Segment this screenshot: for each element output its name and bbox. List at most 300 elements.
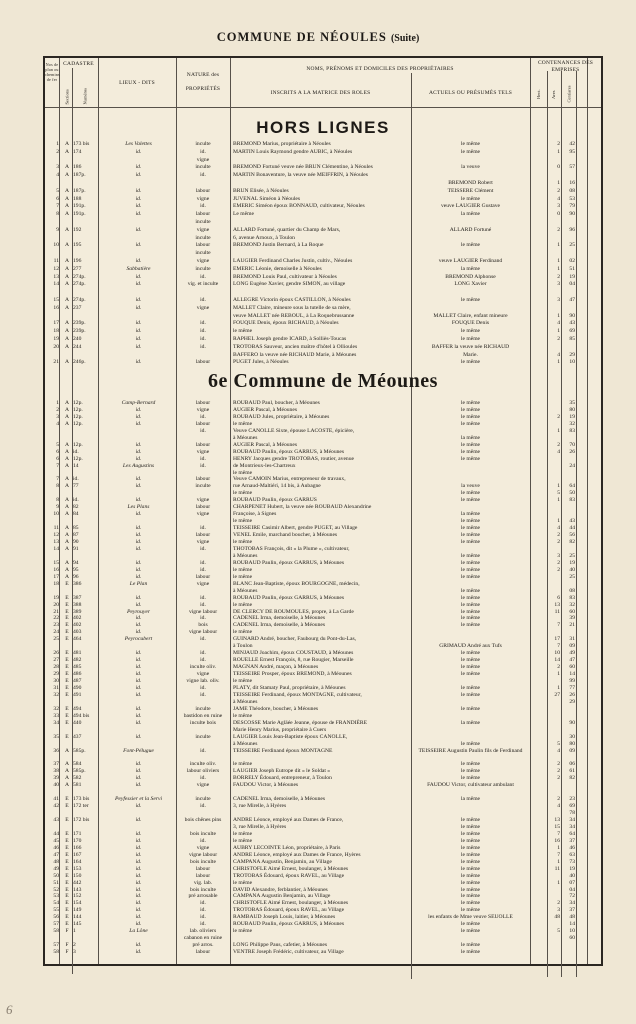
cell-no: 11 (53, 258, 59, 264)
cell-act: le même (460, 837, 481, 844)
cell-ca: 34 (569, 823, 575, 830)
cell-ca: 16 (569, 180, 575, 186)
cell-act: le même (460, 552, 481, 559)
cell-name: rue Arnaud-Maltiéri, 14 bis, à Aubagne (233, 483, 321, 490)
cell-ca: 37 (569, 837, 575, 844)
cell-act: le même (460, 573, 481, 580)
cell-ca: 60 (569, 935, 575, 942)
cell-lieu: id. (135, 532, 142, 539)
cell-lieu: id. (135, 601, 142, 608)
cell-sec: A (64, 258, 70, 264)
cell-no: 58 (53, 949, 59, 956)
cell-lieu: id. (135, 629, 142, 636)
cell-nat: labour (195, 504, 211, 511)
cell-sec: E (65, 671, 69, 678)
cell-no: 3 (56, 413, 59, 420)
cell-act: le même (460, 490, 481, 497)
cell-name: le même (233, 879, 253, 886)
cell-num: 437 (73, 733, 82, 740)
cell-ca: 25 (569, 573, 575, 580)
cell-name: MARTIN Bonaventure, la veuve née MEIFFRIN, à Néoules (233, 172, 368, 179)
cell-ca: 51 (569, 265, 575, 272)
cell-ca: 19 (569, 865, 575, 872)
header-noms: NOMS, PRÉNOMS ET DOMICILES DES PROPRIÉTAIRES (306, 66, 454, 72)
cell-name: ROUELLE Ernest François, 8, rue Rougier, Marseille (233, 657, 354, 664)
cell-nat: id. (200, 914, 206, 921)
cell-ca: 25 (569, 552, 575, 559)
cell-sec: E (65, 608, 69, 615)
cell-a: 4 (557, 320, 560, 327)
cell-name: BREMOND Fortuné veuve née BRUN Clémentine, à Néoules (233, 164, 373, 171)
cell-no: 10 (53, 242, 59, 249)
cell-lieu: id. (135, 817, 142, 823)
cell-ca: 57 (569, 164, 575, 171)
cell-name: CAMPANA Augustin Benjamin, au Village (233, 893, 331, 900)
cell-no: 26 (53, 650, 59, 657)
cell-no: 21 (53, 359, 59, 366)
cell-nat: id. (200, 900, 206, 907)
cell-nat: vigne labour (188, 851, 218, 858)
cell-num: 237 (73, 304, 82, 311)
cell-name: CHRISTOFLE Aimé Ernest, boulanger, à Méounes (233, 900, 349, 907)
cell-lieu: id. (135, 148, 142, 155)
cell-name: ROUBAUD Paulin, époux GARRUS, à Méounes (233, 594, 345, 601)
cell-a: 7 (557, 643, 560, 650)
cell-name: JUVENAL Siméon à Néoules (233, 195, 301, 202)
cell-sec: E (65, 733, 69, 740)
cell-lieu: id. (135, 483, 142, 490)
cell-name: le même (233, 566, 253, 573)
cell-sec: E (65, 921, 69, 928)
cell-num: 187p. (73, 187, 86, 194)
cell-nat: id. (200, 747, 206, 754)
cell-sec: A (64, 187, 70, 194)
commune-title: COMMUNE DE NÉOULES (216, 30, 387, 44)
cell-ca: 19 (569, 273, 575, 280)
cell-lieu: id. (135, 211, 142, 218)
cell-name: Veuve CANOLLE Sixte, épouse LACOSTE, épicière, (233, 427, 355, 434)
cell-a: 15 (554, 823, 560, 830)
cell-num: id. (73, 448, 79, 455)
cell-sec: A (64, 141, 70, 147)
cell-no: 33 (53, 712, 59, 719)
cell-lieu: id. (135, 328, 142, 335)
cell-nat: vigne (196, 782, 210, 789)
cell-num: 145 (73, 921, 82, 928)
cell-ca: 21 (569, 622, 575, 629)
cell-lieu: id. (135, 830, 142, 837)
cell-a: 1 (557, 844, 560, 851)
header-numeros: Numéros (82, 88, 88, 105)
cell-a: 2 (557, 768, 560, 775)
cell-num: 2 (73, 942, 76, 949)
cell-sec: A (64, 782, 70, 789)
cell-no: 9 (56, 226, 59, 233)
cell-name: PUGET Jules, à Néoules (233, 359, 289, 366)
cell-sec: E (65, 907, 69, 914)
cell-a: 2 (557, 664, 560, 671)
cell-num: 274p. (73, 281, 86, 288)
cell-a: 2 (557, 532, 560, 539)
cell-name: Françoise, à Signes (233, 511, 277, 518)
cell-no: 20 (53, 343, 59, 350)
cell-a: 3 (557, 297, 560, 303)
cell-num: 487 (73, 678, 82, 684)
cell-a: 16 (554, 837, 560, 844)
cell-no: 6 (56, 195, 59, 202)
cell-lieu: id. (135, 678, 142, 684)
cell-name: TEISSEIRE Casimir Albert, gendre PUGET, au Village (233, 525, 358, 532)
cell-no: 15 (53, 559, 59, 566)
table-row (45, 148, 601, 156)
cell-no: 15 (53, 297, 59, 303)
cell-ca: 31 (569, 636, 575, 643)
cell-sec: E (65, 601, 69, 608)
cell-nat: id. (200, 545, 206, 552)
cell-ca: 04 (569, 886, 575, 893)
cell-a: 2 (557, 796, 560, 803)
cell-name: le même (233, 837, 253, 844)
cell-nat: inculte (195, 164, 211, 171)
cell-act: le même (460, 823, 481, 830)
cell-sec: A (64, 328, 70, 335)
cell-ca: 72 (569, 893, 575, 900)
cell-lieu: id. (135, 657, 142, 664)
cell-name: TEISSEIRE Prosper, époux BREMOND, à Méounes (233, 671, 352, 678)
table-row (45, 319, 601, 327)
cell-ca: 56 (569, 532, 575, 539)
cell-num: 494 bis (73, 712, 90, 719)
cell-no: 37 (53, 761, 59, 768)
header-inscrits: INSCRITS A LA MATRICE DES ROLES (270, 90, 371, 96)
cell-act: le même (460, 497, 481, 504)
cell-ca: 48 (569, 914, 575, 921)
cell-sec: A (64, 566, 70, 573)
table-row (45, 327, 601, 335)
cell-no: 42 (53, 803, 59, 810)
cell-ca: 24 (569, 462, 575, 469)
cell-num: 274p. (73, 297, 86, 303)
table-row (45, 351, 601, 359)
cell-lieu: id. (135, 336, 142, 342)
cell-num: 1 (73, 928, 76, 935)
cell-nat: id. (200, 427, 206, 434)
cell-lieu: id. (135, 949, 142, 956)
cell-act: FOUQUE Denis (451, 320, 490, 327)
cell-lieu: id. (135, 203, 142, 210)
cell-ca: 08 (569, 187, 575, 194)
cell-nat: inculte (195, 733, 211, 740)
table-row (45, 280, 601, 288)
cell-a: 1 (557, 312, 560, 319)
table-row (45, 249, 601, 257)
cell-lieu: id. (135, 566, 142, 573)
cell-num: 191p. (73, 203, 86, 210)
cell-ca: 40 (569, 566, 575, 573)
cell-no: 1 (56, 141, 59, 147)
cell-nat: bois (198, 622, 208, 629)
cell-lieu: id. (135, 242, 142, 249)
cell-name: le même (233, 678, 253, 684)
cell-ca: 90 (569, 312, 575, 319)
cell-no: 46 (53, 844, 59, 851)
cell-nat: id. (200, 837, 206, 844)
cell-lieu: id. (135, 539, 142, 545)
cell-sec: E (65, 872, 69, 879)
cell-nat: lab. oliviers (189, 928, 217, 935)
cell-num: 164 (73, 858, 82, 865)
cell-lieu: id. (135, 844, 142, 851)
cell-lieu: id. (135, 525, 142, 532)
cell-sec: E (65, 886, 69, 893)
cell-lieu: id. (135, 455, 142, 462)
cell-a: 2 (557, 336, 560, 342)
cell-a: 10 (554, 650, 560, 657)
cell-nat: labour (195, 476, 211, 483)
cell-nat: vigne (196, 448, 210, 455)
cell-no: 18 (53, 328, 59, 335)
cell-name: Marie Henry Marius, propriétaire à Cuers (233, 726, 327, 733)
cell-act: Marie. (463, 351, 478, 358)
cell-ca: 10 (569, 928, 575, 935)
cell-nat: vigne lab. oliv. (186, 678, 220, 684)
cell-name: BORRELY Édouard, entrepreneur, à Toulon (233, 775, 332, 782)
cell-no: 3 (56, 164, 59, 171)
cell-a: 2 (557, 559, 560, 566)
cell-nat: vigne (196, 304, 210, 311)
cell-no: 57 (53, 921, 59, 928)
cell-num: 440 (73, 719, 82, 726)
cell-ca: 02 (569, 258, 575, 264)
cell-ca: 80 (569, 740, 575, 747)
cell-sec: A (64, 406, 70, 413)
cell-ca: 19 (569, 413, 575, 420)
cell-num: 191p. (73, 211, 86, 218)
cell-no: 17 (53, 573, 59, 580)
cell-no: 50 (53, 872, 59, 879)
cell-a: 4 (557, 195, 560, 202)
cell-lieu: id. (135, 559, 142, 566)
cell-no: 13 (53, 539, 59, 545)
table-row (45, 202, 601, 210)
cell-no: 16 (53, 304, 59, 311)
cell-num: 196 (73, 258, 82, 264)
cell-a: 1 (557, 671, 560, 678)
cell-name: le même (233, 629, 253, 636)
cell-nat: labour (195, 187, 211, 194)
cell-nat: bois inculte (190, 858, 216, 865)
cell-sec: A (64, 211, 70, 218)
cell-no: 32 (53, 691, 59, 698)
cell-num: 96 (73, 573, 79, 580)
cell-num: 171 (73, 830, 82, 837)
cell-sec: A (64, 336, 70, 342)
cell-no: 28 (53, 664, 59, 671)
cell-sec: A (64, 768, 70, 775)
cell-lieu: id. (135, 761, 142, 768)
table-row (45, 358, 601, 366)
cell-no: 7 (56, 476, 59, 483)
cell-a: 5 (557, 490, 560, 497)
cell-no: 55 (53, 907, 59, 914)
cell-ca: 14 (569, 921, 575, 928)
cell-name: ANDRE Léonce, employé aux Dames de France, Hyères (233, 851, 361, 858)
cell-ca: 60 (569, 664, 575, 671)
table-row (45, 304, 601, 312)
cell-act: le même (460, 608, 481, 615)
cell-sec: A (64, 203, 70, 210)
cell-a: 2 (557, 226, 560, 233)
cell-nat: id. (200, 413, 206, 420)
cell-name: LONG Philippe Paus, cafetier, à Méounes (233, 942, 328, 949)
cell-sec: A (64, 511, 70, 518)
cell-ca: 09 (569, 747, 575, 754)
cell-a: 2 (557, 441, 560, 448)
cell-act: le même (460, 518, 481, 525)
cell-nat: id. (200, 297, 206, 303)
cell-name: TEISSEIRE Ferdinand époux MONTAGNE (233, 747, 333, 754)
cell-act: le même (460, 359, 481, 366)
cell-nat: inculte (195, 141, 211, 147)
header-hect: Hect. (536, 89, 541, 99)
cell-nat: id. (200, 921, 206, 928)
table-row (45, 288, 601, 296)
cell-no: 12 (53, 265, 59, 272)
cell-nat: id. (200, 148, 206, 155)
cell-num: 85 (73, 525, 79, 532)
cell-sec: A (64, 497, 70, 504)
cell-name: de Montrieux-les-Chartreux (233, 462, 296, 469)
cell-sec: E (65, 817, 69, 823)
cell-sec: A (64, 172, 70, 179)
cell-nat: id. (200, 172, 206, 179)
table-row (45, 195, 601, 203)
cell-act: le même (460, 942, 481, 949)
cell-sec: A (64, 304, 70, 311)
cell-name: le même (233, 539, 253, 545)
cell-sec: E (65, 900, 69, 907)
cell-ca: 34 (569, 900, 575, 907)
cell-sec: E (65, 580, 69, 587)
cell-name: ALLARD Fortuné, quartier du Champ de Mars, (233, 226, 341, 233)
cell-act: le même (460, 872, 481, 879)
cell-nat: vigne (196, 580, 210, 587)
cell-a: 1 (557, 483, 560, 490)
cell-sec: E (65, 712, 69, 719)
cell-sec: A (64, 545, 70, 552)
cell-num: 442 (73, 879, 82, 886)
cell-nat: id. (200, 320, 206, 327)
cell-num: 239p. (73, 328, 86, 335)
cell-num: 187p. (73, 172, 86, 179)
cell-a: 3 (557, 203, 560, 210)
cell-no: 14 (53, 281, 59, 288)
cell-ca: 83 (569, 497, 575, 504)
header-cadastre: CADASTRE (63, 61, 94, 67)
cell-no: 19 (53, 336, 59, 342)
cell-num: 144 (73, 914, 82, 921)
cell-lieu: id. (135, 921, 142, 928)
section-commune-meounes: 6e Commune de Méounes (208, 370, 438, 392)
cell-num: 402 (73, 615, 82, 622)
cell-num: 170 (73, 837, 82, 844)
cell-a: 3 (557, 552, 560, 559)
cell-ca: 49 (569, 650, 575, 657)
cell-act: BAFFER la veuve née RICHAUD (431, 343, 510, 350)
cell-nat: vig. et inculte (187, 281, 219, 288)
cell-name: CAMPANA Augustin, Benjamin, au Village (233, 858, 332, 865)
cell-num: 239p. (73, 320, 86, 327)
cell-ca: 79 (569, 203, 575, 210)
cell-lieu: id. (135, 258, 142, 264)
cell-act: le même (460, 684, 481, 691)
cell-ca: 46 (569, 844, 575, 851)
cell-sec: A (64, 226, 70, 233)
cell-a: 1 (557, 328, 560, 335)
cell-num: 149 (73, 907, 82, 914)
cell-name: MALLET Claire, mineure sous la tutelle de sa mère, (233, 304, 351, 311)
cell-no: 5 (56, 187, 59, 194)
cell-no: 30 (53, 678, 59, 684)
cell-name: DE CLERCY DE ROUMOULES, propre, à La Garde (233, 608, 354, 615)
cell-num: 403 (73, 629, 82, 636)
table-row (45, 241, 601, 249)
cell-no: 45 (53, 837, 59, 844)
cell-no: 8 (56, 497, 59, 504)
cell-no: 49 (53, 865, 59, 872)
cell-num: 172 bis (73, 817, 90, 823)
cell-sec: A (64, 297, 70, 303)
cell-num: id. (73, 476, 79, 483)
cell-name: 3, rue Mirelle, à Hyères (233, 803, 287, 810)
cell-nat: bois chênes pins (184, 817, 222, 823)
cell-name: le même (233, 490, 253, 497)
cell-lieu: id. (135, 594, 142, 601)
cell-lieu: Les Augustins (122, 462, 155, 469)
cell-a: 5 (557, 740, 560, 747)
table-row (45, 948, 601, 956)
cell-ca: 09 (569, 643, 575, 650)
cell-lieu: id. (135, 406, 142, 413)
cell-lieu: id. (135, 359, 142, 366)
cell-ca: 63 (569, 851, 575, 858)
cell-lieu: id. (135, 872, 142, 879)
cell-nat: id. (200, 691, 206, 698)
cell-lieu: id. (135, 573, 142, 580)
cell-act: la même (460, 265, 481, 272)
cell-act: le même (460, 532, 481, 539)
cell-lieu: Camp-Bernard (121, 400, 156, 406)
cell-num: 167 (73, 851, 82, 858)
cell-ca: 70 (569, 441, 575, 448)
cell-name: TROTOBAS Sauveur, ancien maître d'hôtel à Ollioules (233, 343, 358, 350)
cell-name: ROUBAUD Paulin, époux GARRUS (233, 497, 317, 504)
cell-no: 22 (53, 615, 59, 622)
cell-name: LONG Eugène Xavier, gendre SIMON, au village (233, 281, 346, 288)
cell-no: 54 (53, 900, 59, 907)
cell-sec: A (64, 441, 70, 448)
cell-ca: 47 (569, 657, 575, 664)
cell-ca: 10 (569, 359, 575, 366)
cell-ca: 32 (569, 420, 575, 427)
cell-act: les enfants de Mme veuve SEUOLLE (428, 914, 513, 921)
cell-nat: vigne (196, 258, 210, 264)
cell-a: 3 (557, 907, 560, 914)
cell-lieu: id. (135, 775, 142, 782)
cell-a: 1 (557, 427, 560, 434)
cell-act: MALLET Claire, enfant mineure (433, 312, 508, 319)
cell-act: la même (460, 796, 481, 803)
